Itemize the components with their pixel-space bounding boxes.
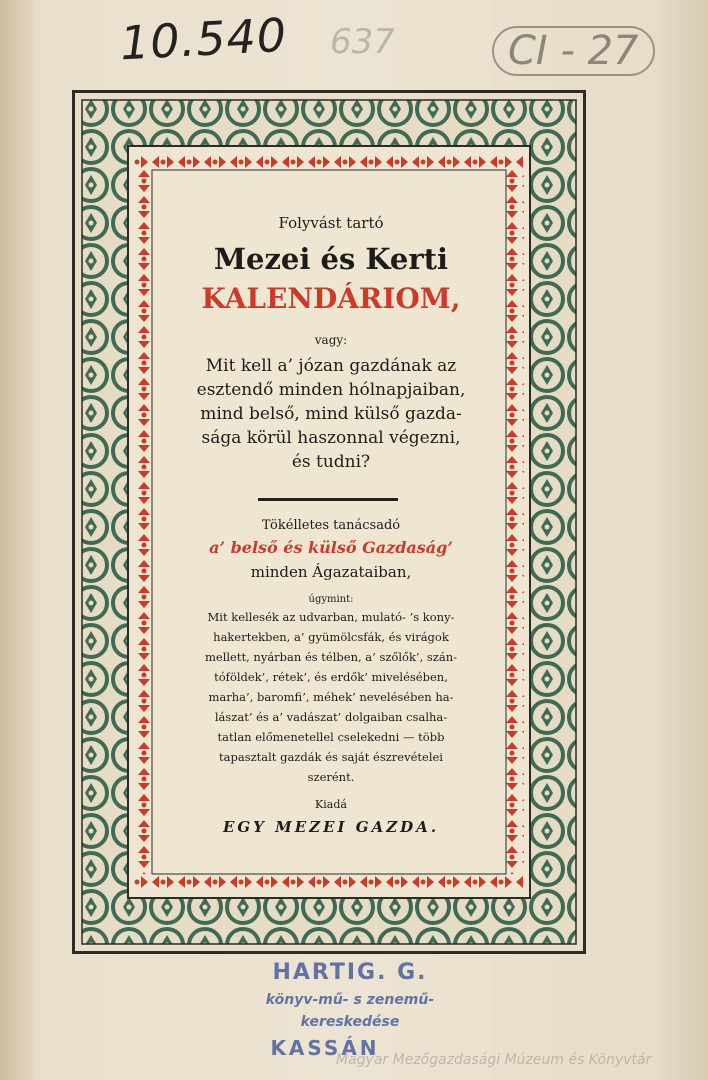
divider-rule: [258, 498, 398, 501]
body-line: tapasztalt gazdák és saját észrevételei: [219, 750, 443, 764]
stamp-line-4: KASSÁN: [270, 1036, 380, 1060]
title-line-2: Mezei és Kerti: [213, 242, 449, 276]
advisor-line-2: a’ belső és külső Gazdaság’: [209, 538, 453, 557]
body-line: tatlan előmenetellel cselekedni — több: [217, 730, 445, 744]
title-line-1: Folyvást tartó: [278, 214, 384, 232]
body-line: hakertekben, a’ gyümölcsfák, és virágok: [213, 630, 449, 644]
body-line: marha’, baromfi’, méhek’ nevelésében ha-: [208, 690, 454, 704]
body-line: tóföldek’, rétek’, és erdők’ mivelésében,: [214, 670, 448, 684]
question-line: és tudni?: [291, 452, 371, 472]
stamp-line-3: kereskedése: [300, 1014, 400, 1030]
body-line: Mit kellesék az udvarban, mulató- ’s kony-: [207, 610, 455, 624]
title-main: KALENDÁRIOM,: [201, 282, 461, 315]
question-line: mind belső, mind külső gazda-: [200, 404, 462, 424]
advisor-line-1: Tökélletes tanácsadó: [261, 518, 401, 533]
body-line: szerént.: [307, 770, 355, 784]
publisher-name: EGY MEZEI GAZDA.: [222, 818, 440, 836]
advisor-ugymint: úgymint:: [308, 594, 354, 605]
stamp-line-1: HARTIG. G.: [272, 960, 428, 985]
body-line: mellett, nyárban és télben, a’ szőlők’, szán-: [204, 650, 457, 664]
handwritten-shelfmark: CI - 27: [492, 26, 655, 76]
question-line: esztendő minden hólnapjaiban,: [196, 380, 466, 400]
handwritten-faded-number: 637: [330, 22, 395, 62]
question-line: sága körül haszonnal végezni,: [201, 428, 461, 448]
question-line: Mit kell a’ józan gazdának az: [205, 356, 457, 376]
book-spine: [0, 0, 34, 1080]
body-line: lászat’ és a’ vadászat’ dolgaiban csalha-: [214, 710, 448, 724]
publisher-label: Kiadá: [315, 798, 347, 811]
title-page-content: [140, 158, 522, 886]
handwritten-number: 10.540: [118, 7, 289, 71]
advisor-line-3: minden Ágazataiban,: [250, 563, 412, 581]
title-vagy: vagy:: [314, 333, 348, 347]
museum-watermark: Magyar Mezőgazdasági Múzeum és Könyvtár: [336, 1052, 652, 1068]
stamp-line-2: könyv-mű- s zenemű-: [265, 992, 435, 1008]
